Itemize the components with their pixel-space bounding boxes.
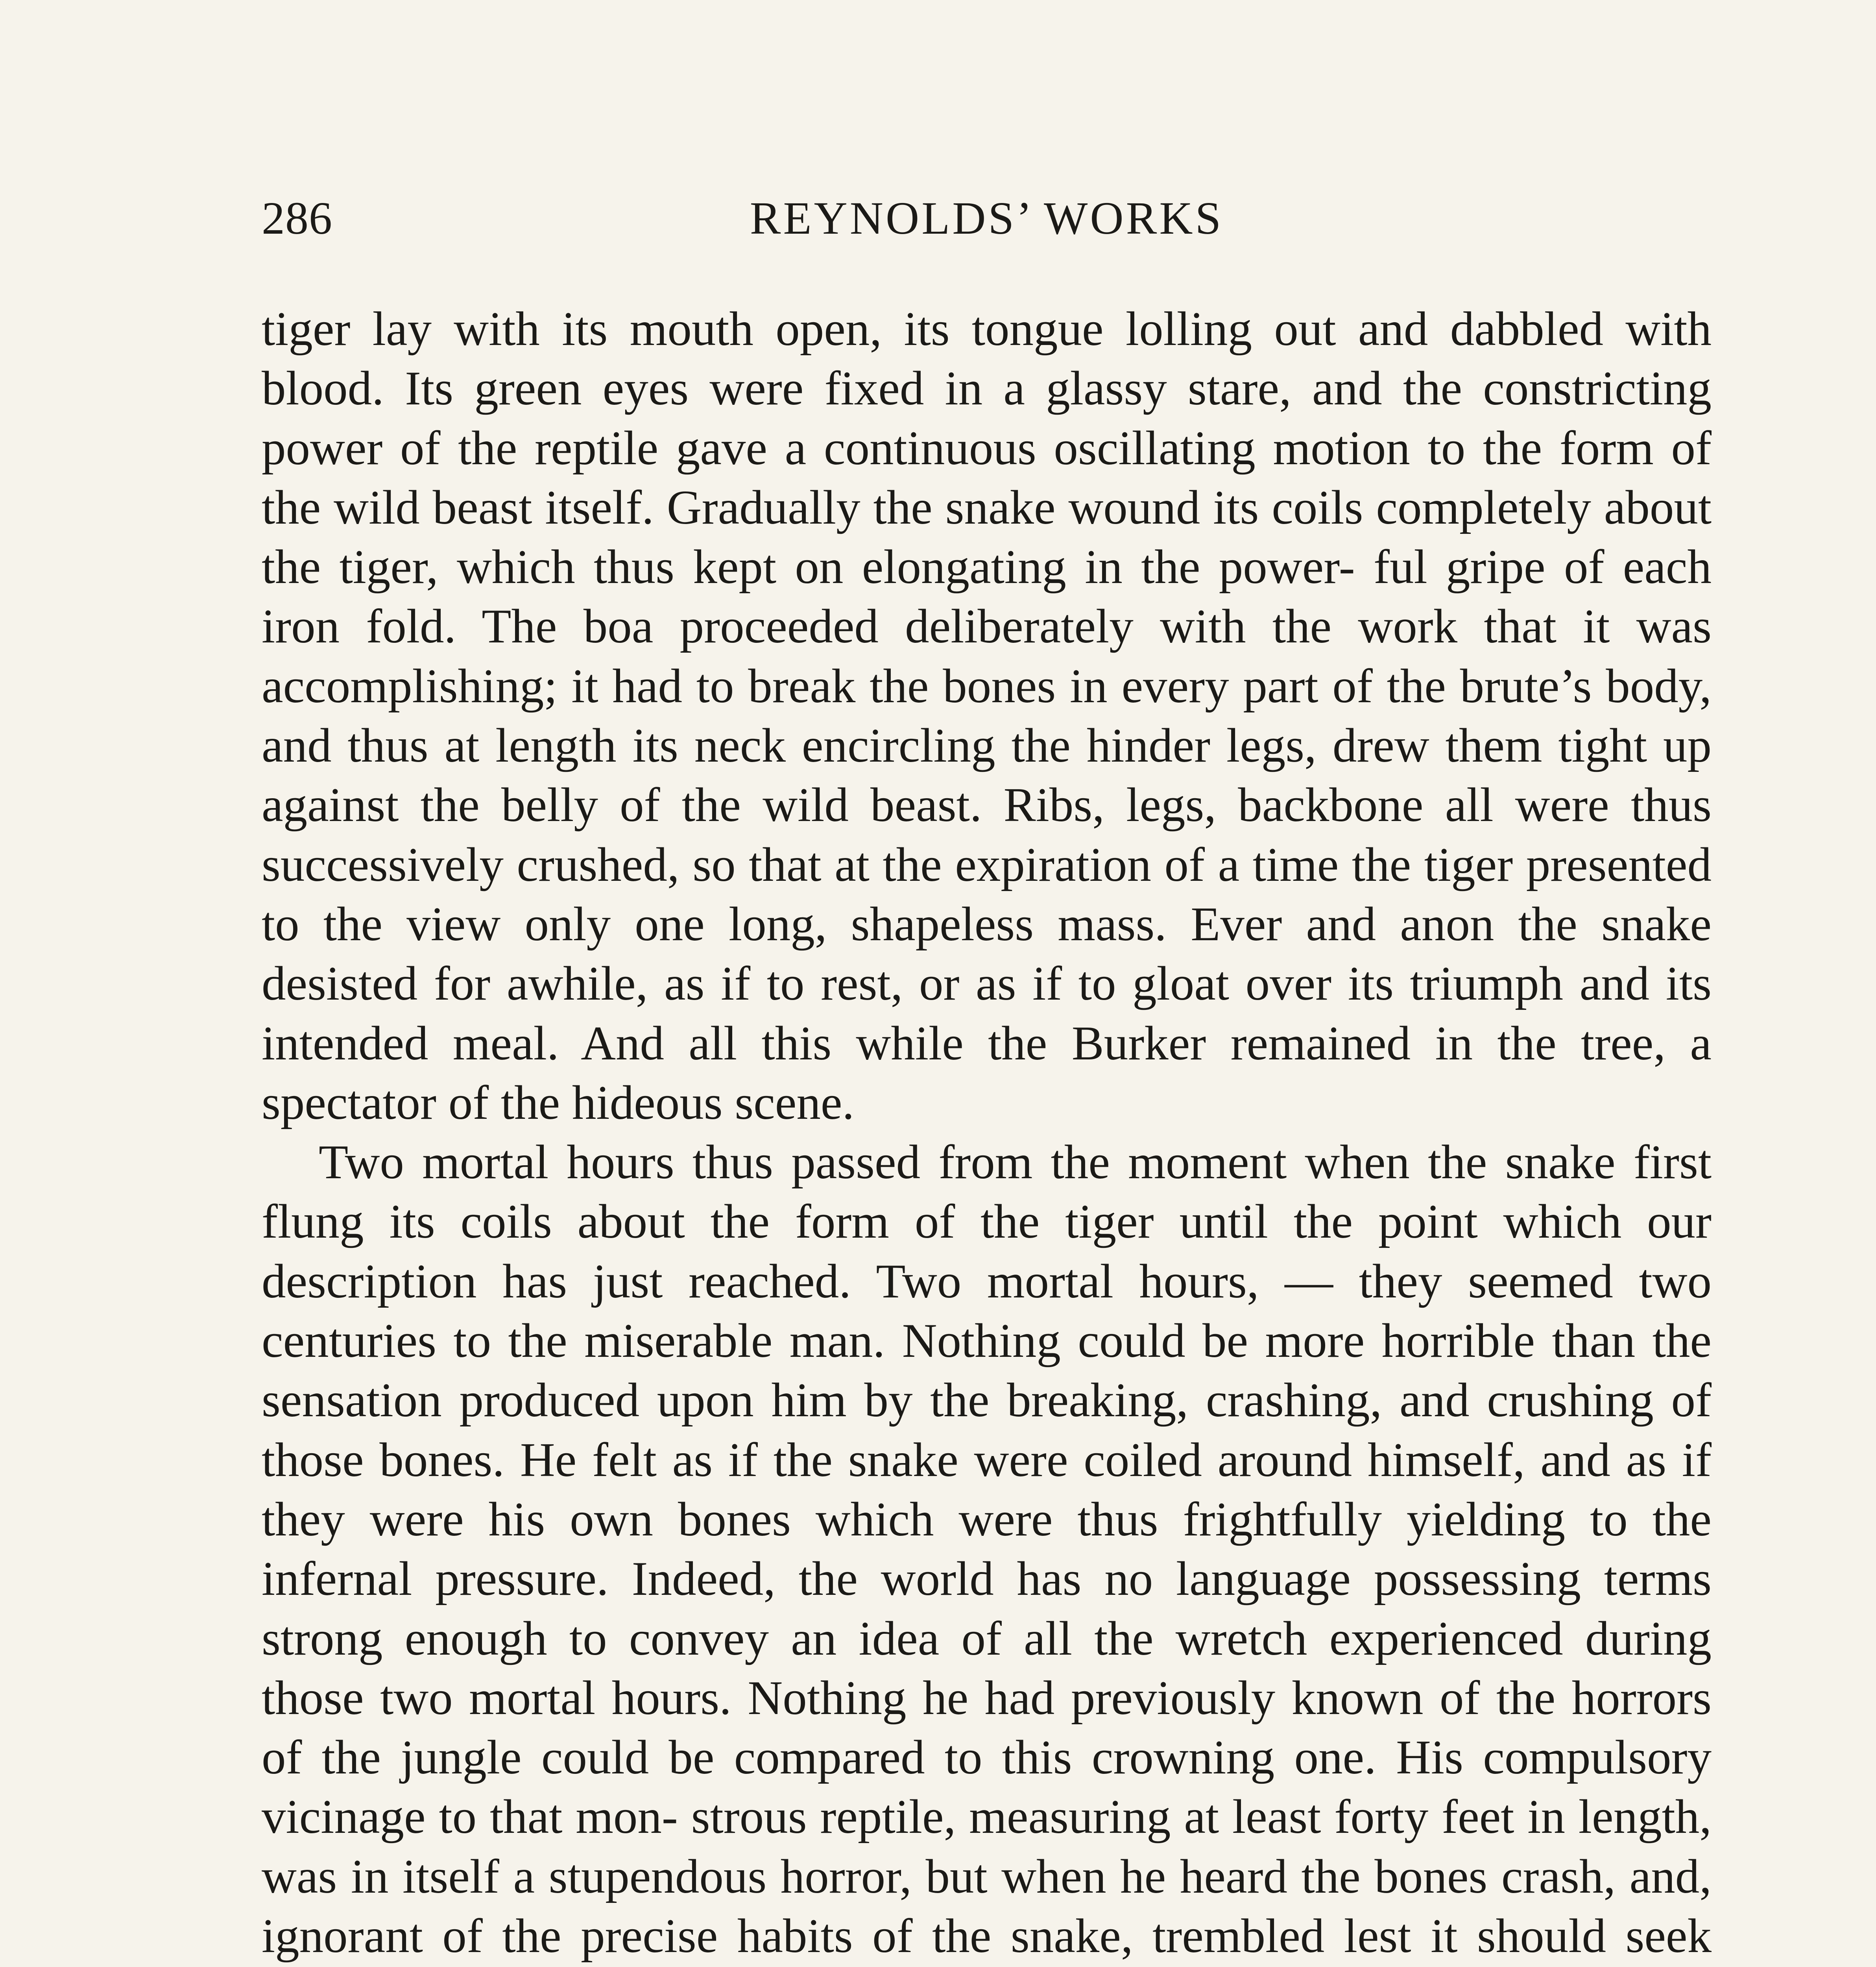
page-number: 286	[262, 192, 332, 244]
page-header	[262, 185, 1712, 252]
running-head: REYNOLDS’ WORKS	[750, 192, 1224, 244]
paragraph-2: Two mortal hours thus passed from the moment when the snake first flung its coils about the form of the tiger until the point which our description has just reached. Two mortal hours, — they seemed two centuries to the miserable man. Nothing could be more horrible than the sensation produced upon him by the breaking, crashing, and crushing of those bones. He felt as if the snake were coiled around himself, and as if they were his own bones which were thus frightfully yielding to the infernal pressure. Indeed, the world has no language possessing terms strong enough to convey an idea of all the wretch experienced during those two mortal hours. Nothing he had previously known of the horrors of the jungle could be compared to this crowning one. His compulsory vicinage to that mon- strous reptile, measuring at least forty feet in length, was in itself a stupendous horror, but when he heard the bones crash, and, ignorant of the precise habits of the snake, trembled lest it should seek	[262, 1135, 1712, 1963]
paragraph-1: tiger lay with its mouth open, its tongue lolling out and dabbled with blood. Its green eyes were fixed in a glassy stare, and the constricting power of the reptile gave a continuous oscillating motion to the form of the wild beast itself. Gradually the snake wound its coils completely about the tiger, which thus kept on elongating in the power- ful gripe of each iron fold. The boa proceeded deliberately with the work that it was accomplishing; it had to break the bones in every part of the brute’s body, and thus at length its neck encircling the hinder legs, drew them tight up against the belly of the wild beast. Ribs, legs, backbone all were thus successively crushed, so that at the expiration of a time the tiger presented to the view only one long, shapeless mass. Ever and anon the snake desisted for awhile, as if to rest, or as if to gloat over its triumph and its intended meal. And all this while the Burker remained in the tree, a spectator of the hideous scene.	[262, 302, 1712, 1129]
body-text	[262, 299, 1712, 1967]
